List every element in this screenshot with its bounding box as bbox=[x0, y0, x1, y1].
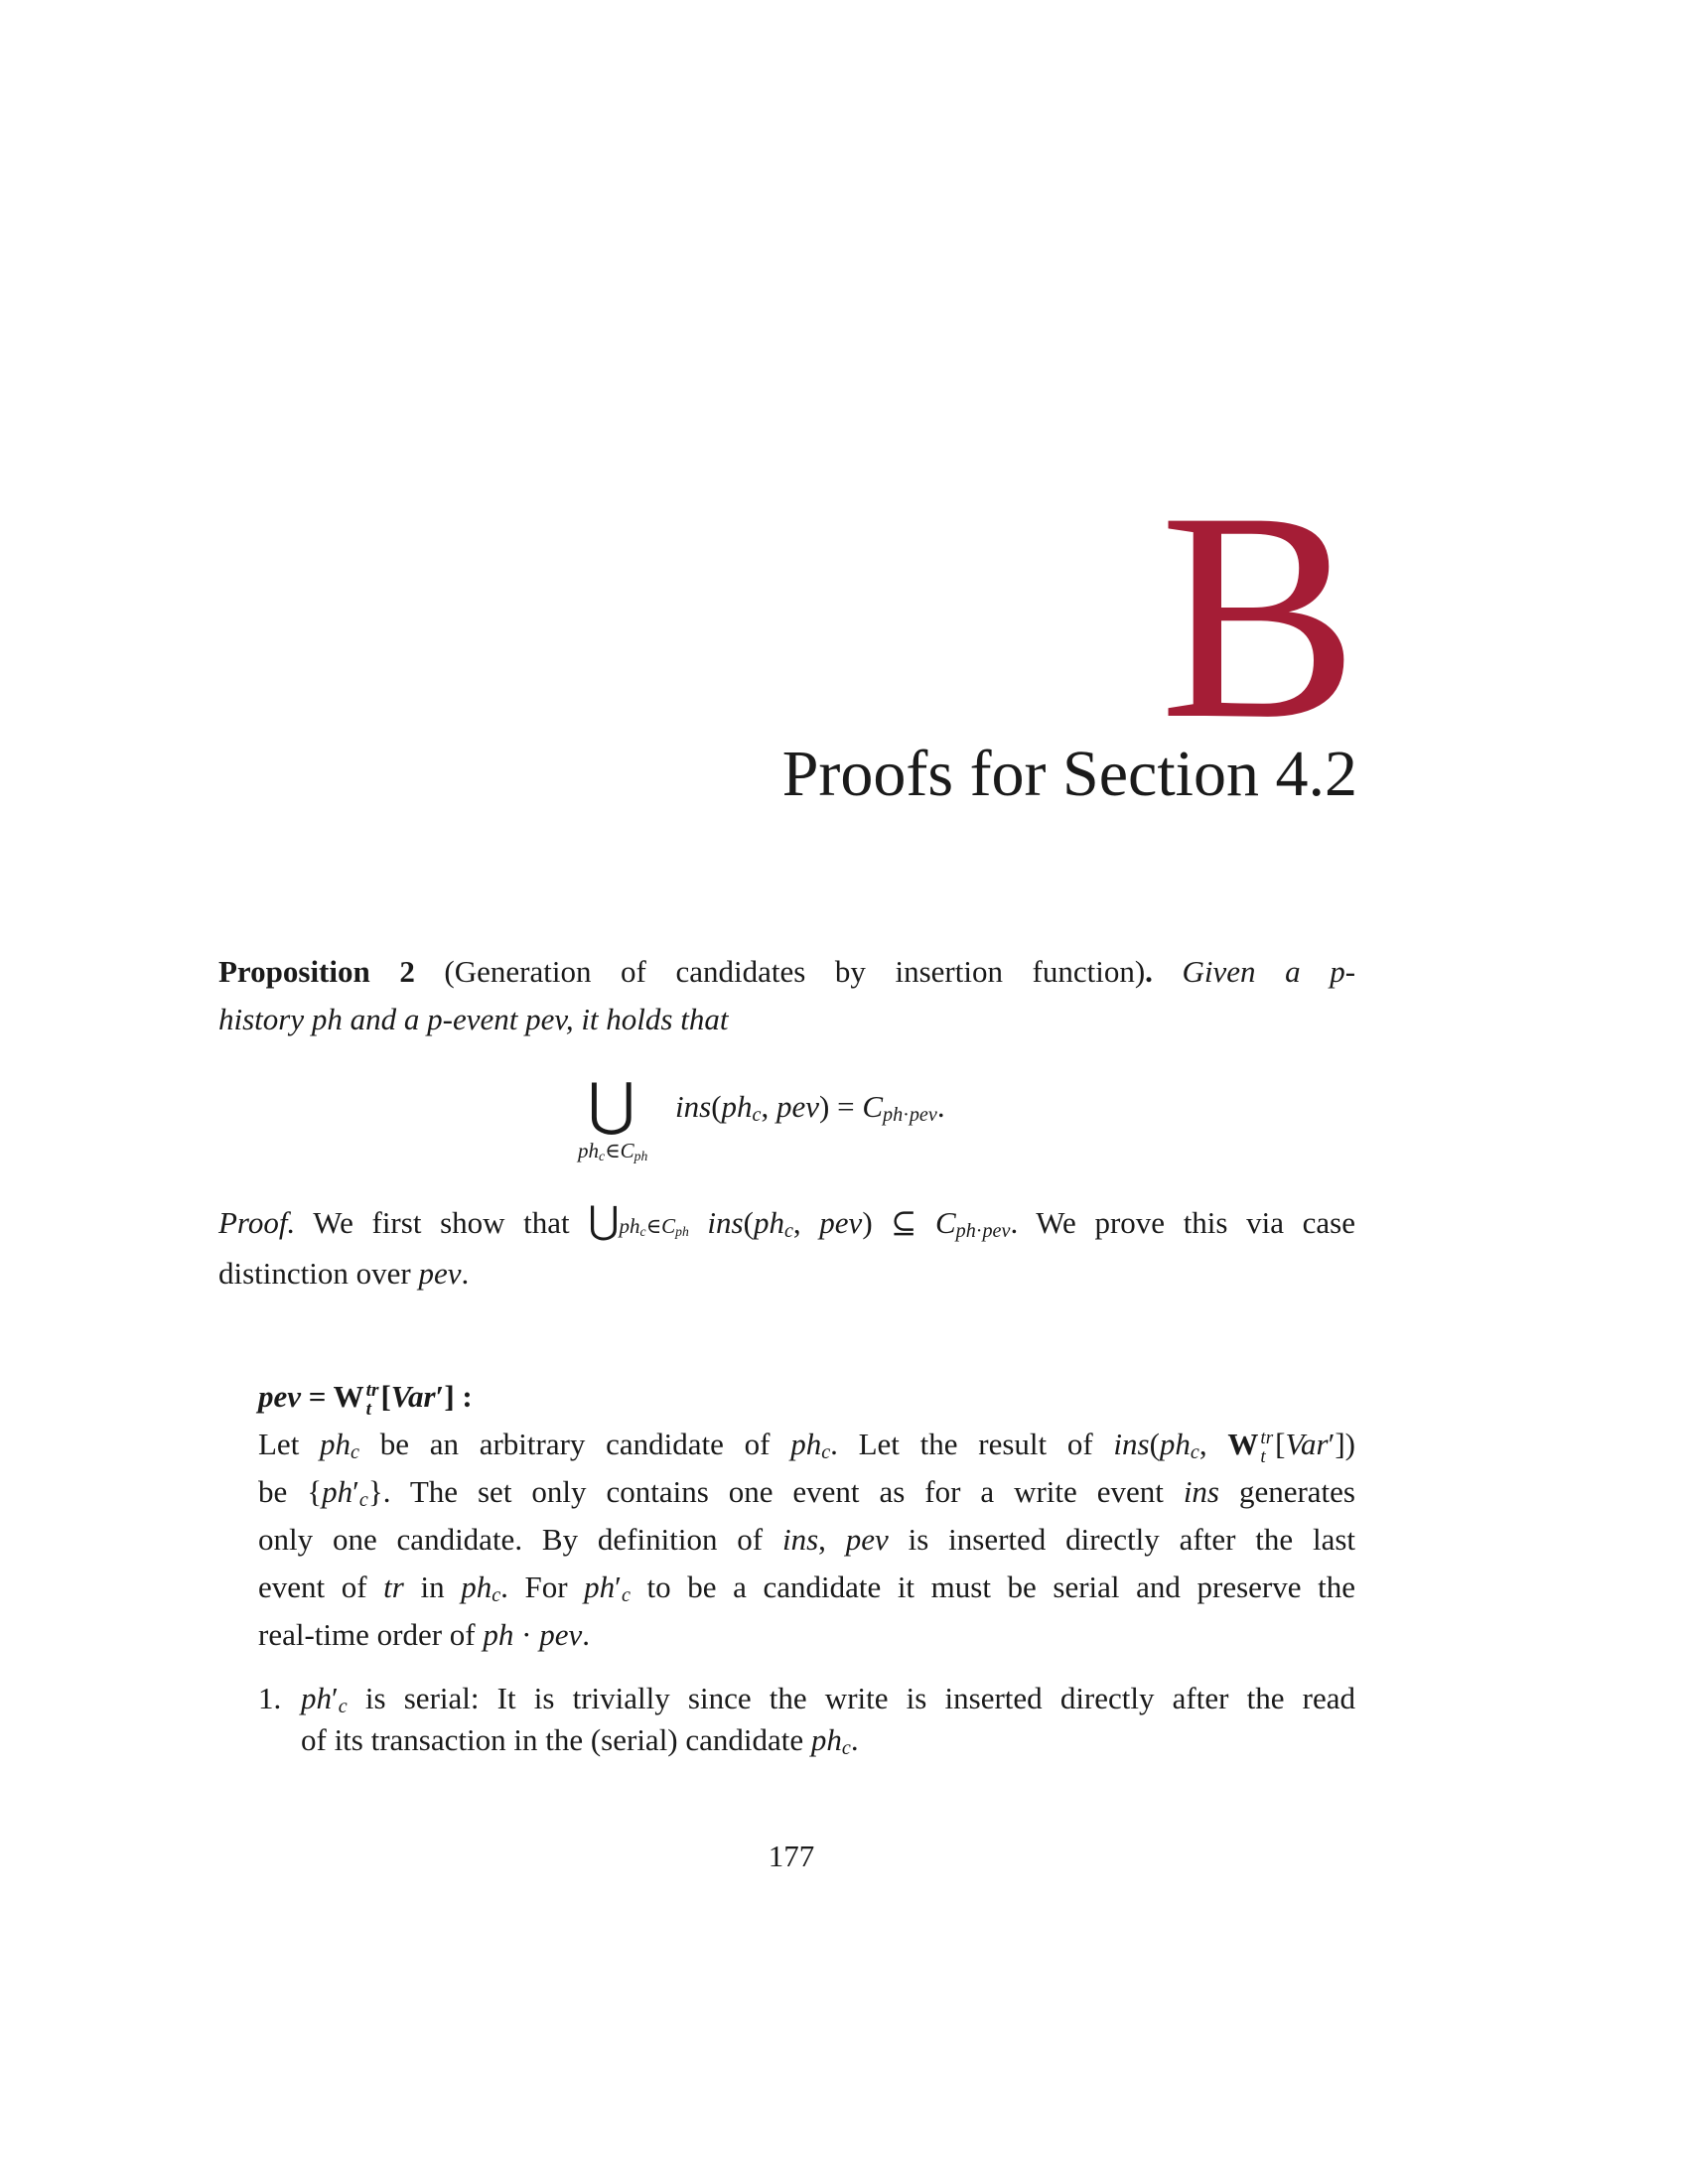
case-heading: pev = W tr t [Var′] : bbox=[258, 1379, 473, 1420]
chapter-title: Proofs for Section 4.2 bbox=[781, 738, 1357, 810]
proof-block bbox=[218, 1199, 1355, 1297]
case-line-5: real-time order of ph · pev. bbox=[258, 1617, 590, 1652]
page-number: 177 bbox=[768, 1839, 815, 1873]
big-union-symbol: ⋃ bbox=[588, 1070, 635, 1138]
case-block bbox=[258, 1373, 1355, 1659]
list-item-line-2: of its transaction in the (serial) candidate $ph_c$. bbox=[301, 1722, 859, 1760]
display-equation bbox=[574, 1070, 1130, 1174]
proposition-label: Proposition 2 bbox=[218, 954, 415, 989]
proposition-note: (Generation of candidates by insertion function) bbox=[444, 954, 1146, 989]
case-line-4: event of tr in $ph_c$. For $ph'_c$ to be a candidate it must be serial and preserve the bbox=[258, 1570, 1355, 1607]
enumerated-list bbox=[258, 1678, 1355, 1761]
list-item-number: 1. bbox=[258, 1681, 282, 1715]
proof-line-2: distinction over pev. bbox=[218, 1256, 470, 1291]
proof-label: Proof. bbox=[218, 1205, 296, 1240]
proposition-line-2: history ph and a p-event pev, it holds that bbox=[218, 1002, 729, 1036]
equation-body: $ins(ph_c$, $pev) = C_{ph\cdot pev}$. bbox=[675, 1089, 945, 1127]
small-union-symbol: ⋃ bbox=[588, 1198, 620, 1242]
case-line-1: Let $ph_c$ be an arbitrary candidate of $ph_c$. Let the result of $ins(ph_c$, W tr t [Var′]) bbox=[258, 1427, 1356, 1467]
chapter-letter: B bbox=[1159, 451, 1358, 780]
case-line-3: only one candidate. By definition of ins, pev is inserted directly after the last bbox=[258, 1522, 1356, 1557]
union-subscript: $ph_c\in C_{ph}$ bbox=[578, 1139, 648, 1163]
proposition-line-1: Proposition 2 (Generation of candidates by insertion function). Given a p- bbox=[218, 954, 1356, 989]
proposition-statement-start: Given a p- bbox=[1182, 954, 1356, 989]
proposition-block bbox=[218, 948, 1355, 1043]
proof-line-1: Proof. We first show that $⋃ph_c\in C_{ph}$ $ins(ph_c$, pev) ⊆ $C_{ph\cdot pev}$. We prove this via case bbox=[218, 1198, 1356, 1243]
list-item-line-1: $ph'_c$ is serial: It is trivially since the write is inserted directly after the read bbox=[301, 1681, 1355, 1718]
case-line-2: be $\{ph'_c\}$. The set only contains one event as for a write event ins generates bbox=[258, 1474, 1355, 1512]
list-item bbox=[258, 1678, 1355, 1761]
